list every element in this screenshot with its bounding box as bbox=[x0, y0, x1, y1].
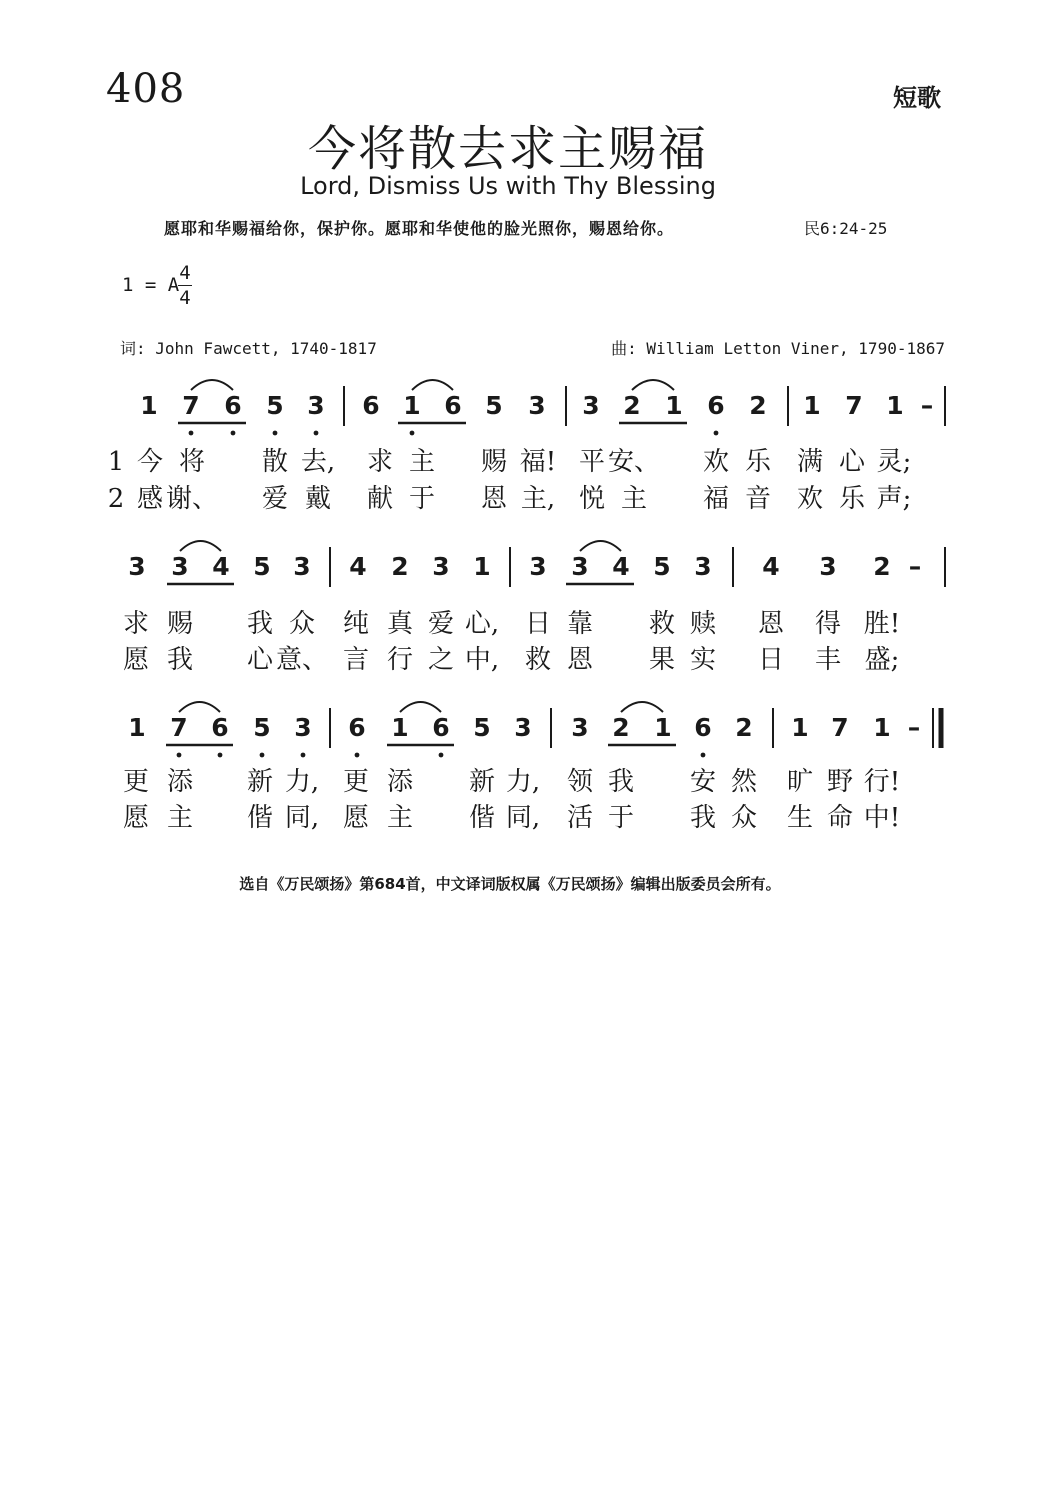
low-octave-dot bbox=[410, 431, 415, 436]
lyric-verse-2: 主 bbox=[386, 803, 414, 833]
low-octave-dot bbox=[714, 431, 719, 436]
lyric-verse-1: 赐 bbox=[166, 609, 194, 639]
time-signature-line bbox=[178, 285, 192, 286]
lyric-verse-2: 欢 bbox=[796, 484, 824, 514]
lyric-verse-1: 我 bbox=[246, 609, 274, 639]
lyric-verse-1: 主 bbox=[408, 447, 436, 477]
note: – bbox=[907, 713, 921, 742]
slur bbox=[180, 541, 221, 551]
lyric-verse-1: 力, bbox=[505, 767, 541, 797]
lyric-verse-2: 戴 bbox=[304, 484, 332, 514]
note: 6 bbox=[224, 391, 242, 420]
slur bbox=[621, 702, 663, 712]
lyric-verse-1: 添 bbox=[386, 767, 414, 797]
slur bbox=[580, 541, 621, 551]
lyric-verse-2: 中, bbox=[464, 645, 500, 675]
note: 1 bbox=[803, 391, 821, 420]
note: 3 bbox=[514, 713, 532, 742]
lyric-verse-2: 谢、 bbox=[165, 484, 219, 514]
note: 3 bbox=[293, 552, 311, 581]
lyric-verse-2: 言 bbox=[342, 645, 370, 675]
note: 5 bbox=[485, 391, 503, 420]
note: 6 bbox=[432, 713, 450, 742]
hymn-number: 408 bbox=[106, 66, 186, 112]
low-octave-dot bbox=[260, 753, 265, 758]
note: 1 bbox=[128, 713, 146, 742]
lyric-verse-1: 灵; bbox=[876, 447, 912, 477]
scripture-verse: 愿耶和华赐福给你，保护你。愿耶和华使他的脸光照你，赐恩给你。 bbox=[164, 219, 675, 238]
lyric-verse-2: 献 bbox=[366, 484, 394, 514]
note: 5 bbox=[473, 713, 491, 742]
lyric-verse-2: 盛; bbox=[864, 645, 900, 675]
lyric-verse-2: 恩 bbox=[480, 484, 508, 514]
lyric-verse-1: 救 bbox=[648, 609, 676, 639]
lyric-verse-1: 福! bbox=[519, 447, 557, 477]
note: 7 bbox=[845, 391, 863, 420]
lyric-verse-1: 日 bbox=[524, 609, 552, 639]
lyric-verse-2: 中! bbox=[863, 803, 901, 833]
lyric-verse-2: 于 bbox=[408, 484, 436, 514]
note: 2 bbox=[612, 713, 630, 742]
lyric-verse-1: 新 bbox=[468, 767, 496, 797]
lyric-verse-2: 于 bbox=[607, 803, 635, 833]
note: – bbox=[908, 552, 922, 581]
note: 3 bbox=[571, 713, 589, 742]
low-octave-dot bbox=[273, 431, 278, 436]
lyric-verse-2: 之 bbox=[427, 645, 455, 675]
lyric-verse-2: 偕 bbox=[246, 803, 274, 833]
lyric-verse-2: 生 bbox=[786, 803, 814, 833]
lyric-verse-2: 愿 bbox=[122, 645, 150, 675]
scripture-reference: 民6:24-25 bbox=[804, 219, 888, 238]
lyric-verse-1: 众 bbox=[288, 609, 316, 639]
lyric-verse-2: 感 bbox=[136, 484, 164, 514]
note: 3 bbox=[529, 552, 547, 581]
note: 3 bbox=[571, 552, 589, 581]
note: 7 bbox=[182, 391, 200, 420]
title-english: Lord, Dismiss Us with Thy Blessing bbox=[300, 172, 716, 200]
lyric-verse-1: 欢 bbox=[702, 447, 730, 477]
lyric-verse-1: 求 bbox=[122, 609, 150, 639]
lyric-verse-1: 添 bbox=[166, 767, 194, 797]
note: 2 bbox=[391, 552, 409, 581]
lyric-verse-1: 我 bbox=[607, 767, 635, 797]
note: 1 bbox=[873, 713, 891, 742]
lyric-verse-1: 真 bbox=[386, 609, 414, 639]
note: 5 bbox=[266, 391, 284, 420]
lyric-verse-2: 声; bbox=[876, 484, 912, 514]
note: 3 bbox=[171, 552, 189, 581]
key-signature: 1 = A bbox=[122, 274, 180, 296]
note: 6 bbox=[211, 713, 229, 742]
lyric-verse-1: 新 bbox=[246, 767, 274, 797]
time-signature-top: 4 bbox=[179, 262, 191, 284]
note: 3 bbox=[694, 552, 712, 581]
lyric-verse-1: 赎 bbox=[689, 609, 717, 639]
note: 4 bbox=[349, 552, 367, 581]
note: 7 bbox=[831, 713, 849, 742]
lyric-verse-2: 偕 bbox=[468, 803, 496, 833]
lyric-verse-2: 救 bbox=[524, 645, 552, 675]
lyric-verse-1: 得 bbox=[814, 609, 842, 639]
lyric-verse-1: 乐 bbox=[744, 447, 772, 477]
lyric-verse-2: 我 bbox=[689, 803, 717, 833]
note: 1 bbox=[886, 391, 904, 420]
note: 3 bbox=[128, 552, 146, 581]
hymn-category: 短歌 bbox=[893, 83, 941, 112]
lyric-verse-2: 福 bbox=[702, 484, 730, 514]
lyric-verse-1: 行! bbox=[863, 767, 901, 797]
lyric-verse-2: 悦 bbox=[578, 484, 606, 514]
note: 3 bbox=[294, 713, 312, 742]
note: 3 bbox=[528, 391, 546, 420]
lyric-verse-1: 野 bbox=[826, 767, 854, 797]
lyric-verse-2: 日 bbox=[757, 645, 785, 675]
low-octave-dot bbox=[355, 753, 360, 758]
note: – bbox=[920, 391, 934, 420]
note: 5 bbox=[253, 713, 271, 742]
note: 4 bbox=[612, 552, 630, 581]
lyric-verse-2: 愿 bbox=[122, 803, 150, 833]
lyric-verse-2: 音 bbox=[744, 484, 772, 514]
note: 1 bbox=[665, 391, 683, 420]
lyric-verse-1: 更 bbox=[122, 767, 150, 797]
lyric-verse-1: 今 bbox=[136, 447, 164, 477]
lyric-verse-2: 活 bbox=[566, 803, 594, 833]
note: 1 bbox=[654, 713, 672, 742]
note: 5 bbox=[653, 552, 671, 581]
lyric-verse-1: 安 bbox=[689, 767, 717, 797]
slur bbox=[412, 380, 453, 390]
lyric-verse-2: 主 bbox=[620, 484, 648, 514]
lyric-verse-1: 求 bbox=[366, 447, 394, 477]
slur bbox=[179, 702, 220, 712]
music-score bbox=[0, 370, 1049, 860]
note: 1 bbox=[473, 552, 491, 581]
lyric-verse-1: 1 bbox=[107, 447, 125, 477]
note: 4 bbox=[762, 552, 780, 581]
note: 2 bbox=[749, 391, 767, 420]
lyric-verse-2: 我 bbox=[166, 645, 194, 675]
lyric-verse-2: 主 bbox=[166, 803, 194, 833]
low-octave-dot bbox=[439, 753, 444, 758]
lyric-verse-2: 命 bbox=[826, 803, 854, 833]
note: 1 bbox=[391, 713, 409, 742]
note: 6 bbox=[348, 713, 366, 742]
lyric-verse-2: 实 bbox=[689, 645, 717, 675]
low-octave-dot bbox=[189, 431, 194, 436]
note: 6 bbox=[707, 391, 725, 420]
note: 5 bbox=[253, 552, 271, 581]
lyric-verse-1: 满 bbox=[796, 447, 824, 477]
lyric-verse-1: 将 bbox=[178, 447, 206, 477]
lyric-verse-2: 心 bbox=[246, 645, 274, 675]
lyric-verse-1: 更 bbox=[342, 767, 370, 797]
lyric-verse-1: 然 bbox=[730, 767, 758, 797]
note: 2 bbox=[873, 552, 891, 581]
note: 6 bbox=[362, 391, 380, 420]
low-octave-dot bbox=[301, 753, 306, 758]
lyric-verse-1: 胜! bbox=[863, 609, 901, 639]
lyric-verse-1: 爱 bbox=[427, 609, 455, 639]
note: 4 bbox=[212, 552, 230, 581]
note: 3 bbox=[582, 391, 600, 420]
lyric-verse-1: 恩 bbox=[757, 609, 785, 639]
note: 6 bbox=[694, 713, 712, 742]
lyric-verse-1: 靠 bbox=[566, 609, 594, 639]
lyric-verse-1: 赐 bbox=[480, 447, 508, 477]
slur bbox=[632, 380, 674, 390]
low-octave-dot bbox=[177, 753, 182, 758]
note: 6 bbox=[444, 391, 462, 420]
lyric-verse-2: 果 bbox=[648, 645, 676, 675]
lyric-verse-1: 平 bbox=[578, 447, 606, 477]
words-credit: 词: John Fawcett, 1740-1817 bbox=[120, 339, 377, 358]
music-credit: 曲: William Letton Viner, 1790-1867 bbox=[611, 339, 945, 358]
lyric-verse-1: 纯 bbox=[342, 609, 370, 639]
low-octave-dot bbox=[231, 431, 236, 436]
lyric-verse-2: 乐 bbox=[838, 484, 866, 514]
lyric-verse-1: 心, bbox=[464, 609, 500, 639]
lyric-verse-2: 行 bbox=[386, 645, 414, 675]
slur bbox=[191, 380, 233, 390]
lyric-verse-2: 主, bbox=[520, 484, 556, 514]
lyric-verse-2: 丰 bbox=[814, 645, 842, 675]
lyric-verse-2: 2 bbox=[107, 484, 125, 514]
lyric-verse-1: 安、 bbox=[607, 447, 661, 477]
lyric-verse-1: 力, bbox=[284, 767, 320, 797]
title-chinese: 今将散去求主赐福 bbox=[307, 121, 708, 177]
note: 7 bbox=[170, 713, 188, 742]
note: 3 bbox=[307, 391, 325, 420]
note: 3 bbox=[432, 552, 450, 581]
low-octave-dot bbox=[218, 753, 223, 758]
time-signature bbox=[178, 262, 192, 309]
note: 1 bbox=[403, 391, 421, 420]
low-octave-dot bbox=[314, 431, 319, 436]
slur bbox=[400, 702, 441, 712]
note: 1 bbox=[791, 713, 809, 742]
low-octave-dot bbox=[701, 753, 706, 758]
copyright-footer: 选自《万民颂扬》第684首，中文译词版权属《万民颂扬》编辑出版委员会所有。 bbox=[239, 875, 781, 893]
lyric-verse-2: 众 bbox=[730, 803, 758, 833]
note: 2 bbox=[735, 713, 753, 742]
lyric-verse-2: 愿 bbox=[342, 803, 370, 833]
lyric-verse-1: 旷 bbox=[786, 767, 814, 797]
note: 2 bbox=[623, 391, 641, 420]
lyric-verse-2: 恩 bbox=[566, 645, 594, 675]
lyric-verse-1: 散 bbox=[261, 447, 289, 477]
lyric-verse-1: 领 bbox=[566, 767, 594, 797]
lyric-verse-2: 意、 bbox=[275, 645, 329, 675]
note: 3 bbox=[819, 552, 837, 581]
note: 1 bbox=[140, 391, 158, 420]
lyric-verse-1: 心 bbox=[838, 447, 866, 477]
lyric-verse-1: 去, bbox=[300, 447, 336, 477]
lyric-verse-2: 爱 bbox=[261, 484, 289, 514]
lyric-verse-2: 同, bbox=[505, 803, 541, 833]
lyric-verse-2: 同, bbox=[284, 803, 320, 833]
time-signature-bottom: 4 bbox=[179, 287, 191, 309]
